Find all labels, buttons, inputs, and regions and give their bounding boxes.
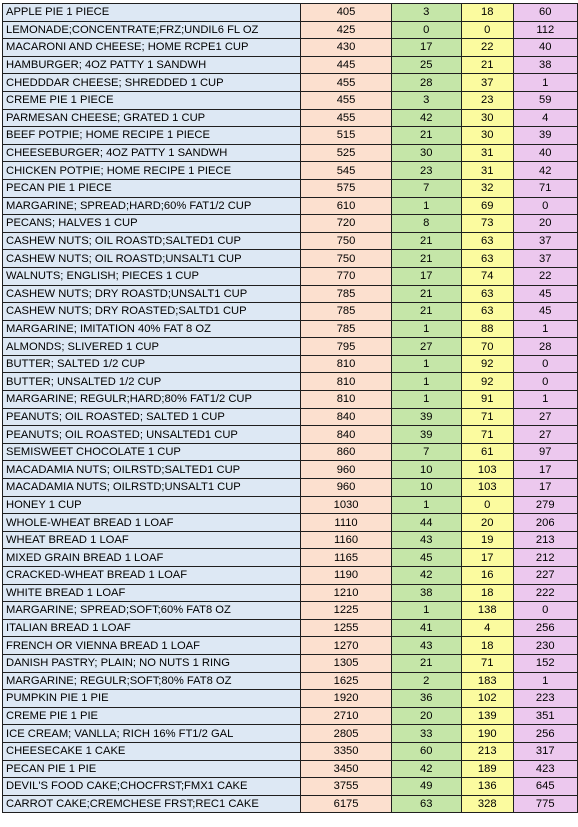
calories-cell: 3755: [301, 778, 391, 796]
calories-cell: 750: [301, 250, 391, 268]
protein-cell: 1: [391, 197, 461, 215]
carbohydrate-cell: 351: [513, 707, 577, 725]
fat-cell: 92: [461, 355, 513, 373]
table-row: [3, 672, 578, 690]
fat-cell: 103: [461, 479, 513, 497]
fat-cell: 189: [461, 760, 513, 778]
calories-cell: 610: [301, 197, 391, 215]
calories-cell: 1210: [301, 584, 391, 602]
food-name-cell: PECAN PIE 1 PIECE: [3, 179, 301, 197]
carbohydrate-cell: 42: [513, 162, 577, 180]
table-row: [3, 91, 578, 109]
calories-cell: 785: [301, 285, 391, 303]
food-name-cell: HAMBURGER; 4OZ PATTY 1 SANDWH: [3, 56, 301, 74]
calories-cell: 1255: [301, 619, 391, 637]
food-name-cell: ITALIAN BREAD 1 LOAF: [3, 619, 301, 637]
table-row: [3, 215, 578, 233]
calories-cell: 405: [301, 4, 391, 22]
fat-cell: 63: [461, 250, 513, 268]
carbohydrate-cell: 20: [513, 215, 577, 233]
table-row: [3, 250, 578, 268]
protein-cell: 1: [391, 373, 461, 391]
table-row: [3, 303, 578, 321]
food-name-cell: ALMONDS; SLIVERED 1 CUP: [3, 338, 301, 356]
table-row: [3, 426, 578, 444]
food-name-cell: CARROT CAKE;CREMCHESE FRST;REC1 CAKE: [3, 795, 301, 813]
calories-cell: 720: [301, 215, 391, 233]
calories-cell: 515: [301, 127, 391, 145]
protein-cell: 41: [391, 619, 461, 637]
carbohydrate-cell: 27: [513, 426, 577, 444]
table-row: [3, 725, 578, 743]
carbohydrate-cell: 17: [513, 479, 577, 497]
calories-cell: 1165: [301, 549, 391, 567]
food-name-cell: MARGARINE; IMITATION 40% FAT 8 OZ: [3, 320, 301, 338]
protein-cell: 21: [391, 250, 461, 268]
food-name-cell: CHEESECAKE 1 CAKE: [3, 742, 301, 760]
table-row: [3, 461, 578, 479]
food-name-cell: CHICKEN POTPIE; HOME RECIPE 1 PIECE: [3, 162, 301, 180]
protein-cell: 27: [391, 338, 461, 356]
protein-cell: 21: [391, 285, 461, 303]
food-name-cell: FRENCH OR VIENNA BREAD 1 LOAF: [3, 637, 301, 655]
calories-cell: 1270: [301, 637, 391, 655]
calories-cell: 1110: [301, 514, 391, 532]
calories-cell: 1190: [301, 567, 391, 585]
fat-cell: 18: [461, 4, 513, 22]
carbohydrate-cell: 0: [513, 355, 577, 373]
fat-cell: 37: [461, 74, 513, 92]
carbohydrate-cell: 59: [513, 91, 577, 109]
fat-cell: 136: [461, 778, 513, 796]
protein-cell: 21: [391, 232, 461, 250]
carbohydrate-cell: 97: [513, 443, 577, 461]
fat-cell: 91: [461, 391, 513, 409]
carbohydrate-cell: 256: [513, 619, 577, 637]
carbohydrate-cell: 213: [513, 531, 577, 549]
calories-cell: 810: [301, 355, 391, 373]
calories-cell: 545: [301, 162, 391, 180]
calories-cell: 770: [301, 267, 391, 285]
fat-cell: 0: [461, 496, 513, 514]
protein-cell: 1: [391, 602, 461, 620]
food-name-cell: DEVIL'S FOOD CAKE;CHOCFRST;FMX1 CAKE: [3, 778, 301, 796]
protein-cell: 23: [391, 162, 461, 180]
table-row: [3, 584, 578, 602]
fat-cell: 138: [461, 602, 513, 620]
protein-cell: 7: [391, 443, 461, 461]
fat-cell: 63: [461, 285, 513, 303]
carbohydrate-cell: 152: [513, 654, 577, 672]
fat-cell: 0: [461, 21, 513, 39]
fat-cell: 71: [461, 654, 513, 672]
table-row: [3, 285, 578, 303]
protein-cell: 33: [391, 725, 461, 743]
table-row: [3, 232, 578, 250]
table-row: [3, 795, 578, 813]
calories-cell: 2805: [301, 725, 391, 743]
carbohydrate-cell: 39: [513, 127, 577, 145]
carbohydrate-cell: 28: [513, 338, 577, 356]
protein-cell: 2: [391, 672, 461, 690]
protein-cell: 49: [391, 778, 461, 796]
carbohydrate-cell: 37: [513, 250, 577, 268]
food-name-cell: MARGARINE; REGULR;SOFT;80% FAT8 OZ: [3, 672, 301, 690]
fat-cell: 74: [461, 267, 513, 285]
protein-cell: 39: [391, 408, 461, 426]
fat-cell: 61: [461, 443, 513, 461]
food-name-cell: APPLE PIE 1 PIECE: [3, 4, 301, 22]
protein-cell: 1: [391, 320, 461, 338]
fat-cell: 22: [461, 39, 513, 57]
calories-cell: 795: [301, 338, 391, 356]
food-name-cell: PECANS; HALVES 1 CUP: [3, 215, 301, 233]
food-name-cell: DANISH PASTRY; PLAIN; NO NUTS 1 RING: [3, 654, 301, 672]
fat-cell: 69: [461, 197, 513, 215]
table-row: [3, 56, 578, 74]
fat-cell: 18: [461, 637, 513, 655]
table-row: [3, 39, 578, 57]
fat-cell: 18: [461, 584, 513, 602]
carbohydrate-cell: 775: [513, 795, 577, 813]
carbohydrate-cell: 1: [513, 320, 577, 338]
fat-cell: 139: [461, 707, 513, 725]
carbohydrate-cell: 22: [513, 267, 577, 285]
table-row: [3, 21, 578, 39]
protein-cell: 20: [391, 707, 461, 725]
protein-cell: 1: [391, 391, 461, 409]
table-row: [3, 707, 578, 725]
protein-cell: 21: [391, 303, 461, 321]
fat-cell: 31: [461, 162, 513, 180]
calories-cell: 455: [301, 109, 391, 127]
carbohydrate-cell: 230: [513, 637, 577, 655]
carbohydrate-cell: 1: [513, 74, 577, 92]
food-name-cell: PECAN PIE 1 PIE: [3, 760, 301, 778]
protein-cell: 17: [391, 267, 461, 285]
table-row: [3, 567, 578, 585]
fat-cell: 63: [461, 303, 513, 321]
protein-cell: 42: [391, 109, 461, 127]
protein-cell: 0: [391, 21, 461, 39]
fat-cell: 328: [461, 795, 513, 813]
fat-cell: 70: [461, 338, 513, 356]
protein-cell: 45: [391, 549, 461, 567]
food-name-cell: MIXED GRAIN BREAD 1 LOAF: [3, 549, 301, 567]
table-row: [3, 637, 578, 655]
food-name-cell: MARGARINE; SPREAD;SOFT;60% FAT8 OZ: [3, 602, 301, 620]
fat-cell: 190: [461, 725, 513, 743]
table-row: [3, 127, 578, 145]
table-row: [3, 742, 578, 760]
protein-cell: 25: [391, 56, 461, 74]
food-name-cell: CREME PIE 1 PIECE: [3, 91, 301, 109]
food-name-cell: BEEF POTPIE; HOME RECIPE 1 PIECE: [3, 127, 301, 145]
protein-cell: 42: [391, 567, 461, 585]
calories-cell: 750: [301, 232, 391, 250]
food-name-cell: WHEAT BREAD 1 LOAF: [3, 531, 301, 549]
fat-cell: 20: [461, 514, 513, 532]
carbohydrate-cell: 317: [513, 742, 577, 760]
carbohydrate-cell: 45: [513, 285, 577, 303]
table-row: [3, 144, 578, 162]
protein-cell: 10: [391, 461, 461, 479]
carbohydrate-cell: 17: [513, 461, 577, 479]
fat-cell: 17: [461, 549, 513, 567]
table-row: [3, 179, 578, 197]
protein-cell: 63: [391, 795, 461, 813]
food-name-cell: CHEESEBURGER; 4OZ PATTY 1 SANDWH: [3, 144, 301, 162]
calories-cell: 810: [301, 391, 391, 409]
table-row: [3, 4, 578, 22]
food-name-cell: MACARONI AND CHEESE; HOME RCPE1 CUP: [3, 39, 301, 57]
fat-cell: 21: [461, 56, 513, 74]
protein-cell: 39: [391, 426, 461, 444]
calories-cell: 1625: [301, 672, 391, 690]
calories-cell: 860: [301, 443, 391, 461]
table-row: [3, 355, 578, 373]
calories-cell: 785: [301, 320, 391, 338]
calories-cell: 1160: [301, 531, 391, 549]
carbohydrate-cell: 45: [513, 303, 577, 321]
food-name-cell: MACADAMIA NUTS; OILRSTD;SALTED1 CUP: [3, 461, 301, 479]
calories-cell: 6175: [301, 795, 391, 813]
protein-cell: 21: [391, 127, 461, 145]
calories-cell: 1030: [301, 496, 391, 514]
protein-cell: 44: [391, 514, 461, 532]
carbohydrate-cell: 37: [513, 232, 577, 250]
carbohydrate-cell: 0: [513, 602, 577, 620]
food-name-cell: WHITE BREAD 1 LOAF: [3, 584, 301, 602]
protein-cell: 1: [391, 355, 461, 373]
calories-cell: 1305: [301, 654, 391, 672]
fat-cell: 88: [461, 320, 513, 338]
carbohydrate-cell: 223: [513, 690, 577, 708]
food-name-cell: PEANUTS; OIL ROASTED; SALTED 1 CUP: [3, 408, 301, 426]
carbohydrate-cell: 4: [513, 109, 577, 127]
table-row: [3, 391, 578, 409]
food-name-cell: CASHEW NUTS; DRY ROASTD;UNSALT1 CUP: [3, 285, 301, 303]
calories-cell: 3350: [301, 742, 391, 760]
protein-cell: 21: [391, 654, 461, 672]
table-row: [3, 74, 578, 92]
calories-cell: 840: [301, 408, 391, 426]
fat-cell: 183: [461, 672, 513, 690]
protein-cell: 1: [391, 496, 461, 514]
protein-cell: 42: [391, 760, 461, 778]
food-name-cell: SEMISWEET CHOCOLATE 1 CUP: [3, 443, 301, 461]
calories-cell: 1225: [301, 602, 391, 620]
carbohydrate-cell: 60: [513, 4, 577, 22]
food-name-cell: CREME PIE 1 PIE: [3, 707, 301, 725]
food-nutrition-table: [2, 3, 578, 813]
fat-cell: 19: [461, 531, 513, 549]
carbohydrate-cell: 0: [513, 373, 577, 391]
protein-cell: 8: [391, 215, 461, 233]
carbohydrate-cell: 279: [513, 496, 577, 514]
carbohydrate-cell: 0: [513, 197, 577, 215]
fat-cell: 32: [461, 179, 513, 197]
table-row: [3, 619, 578, 637]
fat-cell: 23: [461, 91, 513, 109]
table-row: [3, 162, 578, 180]
food-name-cell: MACADAMIA NUTS; OILRSTD;UNSALT1 CUP: [3, 479, 301, 497]
protein-cell: 60: [391, 742, 461, 760]
food-name-cell: CASHEW NUTS; OIL ROASTD;UNSALT1 CUP: [3, 250, 301, 268]
calories-cell: 575: [301, 179, 391, 197]
food-name-cell: PEANUTS; OIL ROASTED; UNSALTED1 CUP: [3, 426, 301, 444]
calories-cell: 960: [301, 479, 391, 497]
table-row: [3, 690, 578, 708]
calories-cell: 810: [301, 373, 391, 391]
calories-cell: 840: [301, 426, 391, 444]
table-row: [3, 654, 578, 672]
food-name-cell: CASHEW NUTS; DRY ROASTED;SALTD1 CUP: [3, 303, 301, 321]
table-row: [3, 197, 578, 215]
table-row: [3, 531, 578, 549]
calories-cell: 2710: [301, 707, 391, 725]
calories-cell: 455: [301, 91, 391, 109]
carbohydrate-cell: 71: [513, 179, 577, 197]
protein-cell: 3: [391, 4, 461, 22]
fat-cell: 30: [461, 109, 513, 127]
carbohydrate-cell: 645: [513, 778, 577, 796]
food-name-cell: BUTTER; SALTED 1/2 CUP: [3, 355, 301, 373]
table-row: [3, 514, 578, 532]
fat-cell: 30: [461, 127, 513, 145]
carbohydrate-cell: 222: [513, 584, 577, 602]
fat-cell: 71: [461, 408, 513, 426]
carbohydrate-cell: 423: [513, 760, 577, 778]
carbohydrate-cell: 1: [513, 391, 577, 409]
table-row: [3, 778, 578, 796]
fat-cell: 73: [461, 215, 513, 233]
carbohydrate-cell: 40: [513, 144, 577, 162]
table-row: [3, 408, 578, 426]
food-name-cell: MARGARINE; REGULR;HARD;80% FAT1/2 CUP: [3, 391, 301, 409]
calories-cell: 430: [301, 39, 391, 57]
calories-cell: 445: [301, 56, 391, 74]
table-row: [3, 760, 578, 778]
food-name-cell: LEMONADE;CONCENTRATE;FRZ;UNDIL6 FL OZ: [3, 21, 301, 39]
fat-cell: 16: [461, 567, 513, 585]
fat-cell: 31: [461, 144, 513, 162]
fat-cell: 4: [461, 619, 513, 637]
protein-cell: 17: [391, 39, 461, 57]
food-name-cell: CRACKED-WHEAT BREAD 1 LOAF: [3, 567, 301, 585]
calories-cell: 525: [301, 144, 391, 162]
food-name-cell: ICE CREAM; VANLLA; RICH 16% FT1/2 GAL: [3, 725, 301, 743]
table-row: [3, 373, 578, 391]
protein-cell: 30: [391, 144, 461, 162]
fat-cell: 71: [461, 426, 513, 444]
fat-cell: 92: [461, 373, 513, 391]
protein-cell: 38: [391, 584, 461, 602]
calories-cell: 455: [301, 74, 391, 92]
protein-cell: 36: [391, 690, 461, 708]
table-row: [3, 338, 578, 356]
calories-cell: 3450: [301, 760, 391, 778]
carbohydrate-cell: 27: [513, 408, 577, 426]
table-row: [3, 496, 578, 514]
food-name-cell: PARMESAN CHEESE; GRATED 1 CUP: [3, 109, 301, 127]
calories-cell: 1920: [301, 690, 391, 708]
calories-cell: 425: [301, 21, 391, 39]
calories-cell: 960: [301, 461, 391, 479]
protein-cell: 28: [391, 74, 461, 92]
carbohydrate-cell: 38: [513, 56, 577, 74]
table-row: [3, 320, 578, 338]
food-name-cell: CHEDDDAR CHEESE; SHREDDED 1 CUP: [3, 74, 301, 92]
table-row: [3, 443, 578, 461]
fat-cell: 63: [461, 232, 513, 250]
carbohydrate-cell: 40: [513, 39, 577, 57]
protein-cell: 3: [391, 91, 461, 109]
carbohydrate-cell: 112: [513, 21, 577, 39]
carbohydrate-cell: 227: [513, 567, 577, 585]
table-body: [3, 4, 578, 813]
food-name-cell: WALNUTS; ENGLISH; PIECES 1 CUP: [3, 267, 301, 285]
calories-cell: 785: [301, 303, 391, 321]
fat-cell: 102: [461, 690, 513, 708]
carbohydrate-cell: 256: [513, 725, 577, 743]
fat-cell: 103: [461, 461, 513, 479]
food-name-cell: BUTTER; UNSALTED 1/2 CUP: [3, 373, 301, 391]
table-row: [3, 479, 578, 497]
food-name-cell: MARGARINE; SPREAD;HARD;60% FAT1/2 CUP: [3, 197, 301, 215]
table-row: [3, 109, 578, 127]
protein-cell: 10: [391, 479, 461, 497]
table-row: [3, 602, 578, 620]
fat-cell: 213: [461, 742, 513, 760]
carbohydrate-cell: 1: [513, 672, 577, 690]
protein-cell: 43: [391, 637, 461, 655]
food-name-cell: HONEY 1 CUP: [3, 496, 301, 514]
food-name-cell: CASHEW NUTS; OIL ROASTD;SALTED1 CUP: [3, 232, 301, 250]
table-row: [3, 549, 578, 567]
carbohydrate-cell: 206: [513, 514, 577, 532]
protein-cell: 43: [391, 531, 461, 549]
carbohydrate-cell: 212: [513, 549, 577, 567]
protein-cell: 7: [391, 179, 461, 197]
table-row: [3, 267, 578, 285]
food-name-cell: PUMPKIN PIE 1 PIE: [3, 690, 301, 708]
food-name-cell: WHOLE-WHEAT BREAD 1 LOAF: [3, 514, 301, 532]
